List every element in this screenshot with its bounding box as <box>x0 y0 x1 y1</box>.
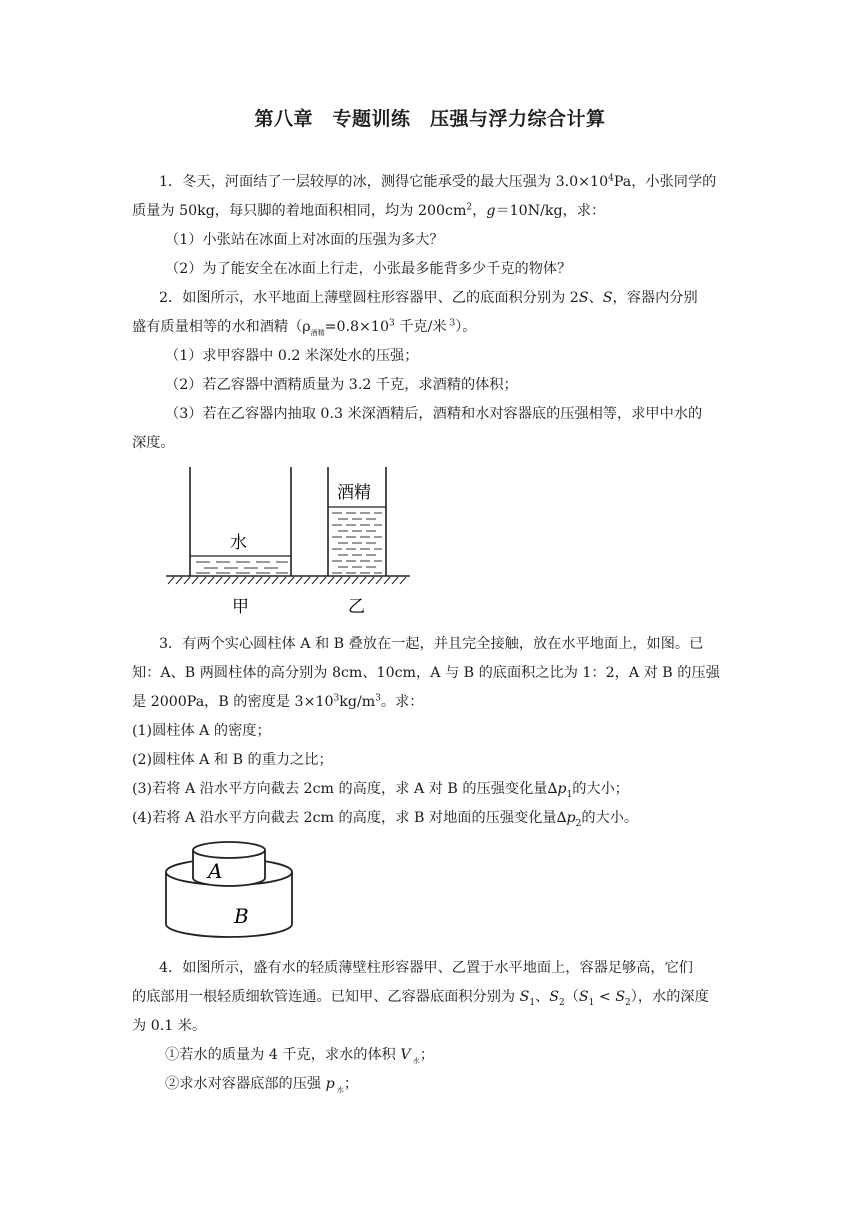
q4-sub-1: ①若水的质量为 4 千克，求水的体积 V $_水$； <box>165 1047 435 1065</box>
q3-sub-4: (4)若将 A 沿水平方向截去 2cm 的高度，求 B 对地面的压强变化量$\Delta p_2$的大小。 <box>132 810 639 829</box>
q4-line-2: 的底部用一根轻质细软管连通。已知甲、乙容器底面积分别为 $S_1$、$S_2(S_1 < S_2)$，水的深度 <box>132 989 709 1008</box>
q1-line-2: 质量为 50kg，每只脚的着地面积相同，均为 $200cm^2$，g＝10N/kg，求： <box>132 202 606 219</box>
container-yi-label: 乙 <box>348 597 365 617</box>
q4-line-3: 为 0.1 米。 <box>132 1018 207 1034</box>
q3-line-2: 知：A、B 两圆柱体的高分别为 8cm、10cm，A 与 B 的底面积之比为 1：2，A 对 B 的压强 <box>132 665 720 681</box>
water-label: 水 <box>230 533 247 553</box>
q1-sub-1: （1）小张站在冰面上对冰面的压强为多大？ <box>165 232 444 248</box>
q2-sub-2: （2）若乙容器中酒精质量为 3.2 千克，求酒精的体积； <box>165 377 518 393</box>
q4-sub-2: ②求水对容器底部的压强 p $_水$； <box>165 1076 359 1094</box>
q2-sub-3: （3）若在乙容器内抽取 0.3 米深酒精后，酒精和水对容器底的压强相等，求甲中水的 <box>165 406 703 422</box>
q3-line-1: 3．有两个实心圆柱体 A 和 B 叠放在一起，并且完全接触，放在水平地面上，如图。已 <box>159 636 704 652</box>
q2-line-1: 2．如图所示，水平地面上薄壁圆柱形容器甲、乙的底面积分别为 2S、S，容器内分别 <box>159 290 698 306</box>
q3-line-3: 是 2000Pa，B 的密度是 $3\times 10^3kg/m^3$。求： <box>132 693 424 710</box>
cylinder-b-label: B <box>234 904 249 928</box>
alcohol-label: 酒精 <box>337 483 371 503</box>
q4-line-1: 4．如图所示，盛有水的轻质薄壁柱形容器甲、乙置于水平地面上，容器足够高，它们 <box>159 960 693 976</box>
q2-sub-1: （1）求甲容器中 0.2 米深处水的压强； <box>165 348 419 364</box>
q2-line-2: 盛有质量相等的水和酒精（$\rho_{酒精}=0.8\times 10^3$ 千克/米 $^3$）。 <box>132 318 477 337</box>
q3-sub-1: (1)圆柱体 A 的密度； <box>132 723 271 739</box>
container-jia-label: 甲 <box>232 597 249 617</box>
page-title: 第八章 专题训练 压强与浮力综合计算 <box>254 108 606 130</box>
q3-sub-3: (3)若将 A 沿水平方向截去 2cm 的高度，求 A 对 B 的压强变化量$\Delta p_1$的大小； <box>132 781 629 800</box>
q2-sub-3-cont: 深度。 <box>132 435 175 451</box>
cylinders-figure <box>160 838 300 944</box>
q1-line-1: 1．冬天，河面结了一层较厚的冰，测得它能承受的最大压强为 $3.0\times 10^4Pa$，小张同学的 <box>159 173 717 190</box>
cylinder-a-label: A <box>208 859 223 883</box>
q1-sub-2: （2）为了能安全在冰面上行走，小张最多能背多少千克的物体？ <box>165 261 572 277</box>
containers-figure <box>160 462 420 622</box>
q3-sub-2: (2)圆柱体 A 和 B 的重力之比； <box>132 752 333 768</box>
